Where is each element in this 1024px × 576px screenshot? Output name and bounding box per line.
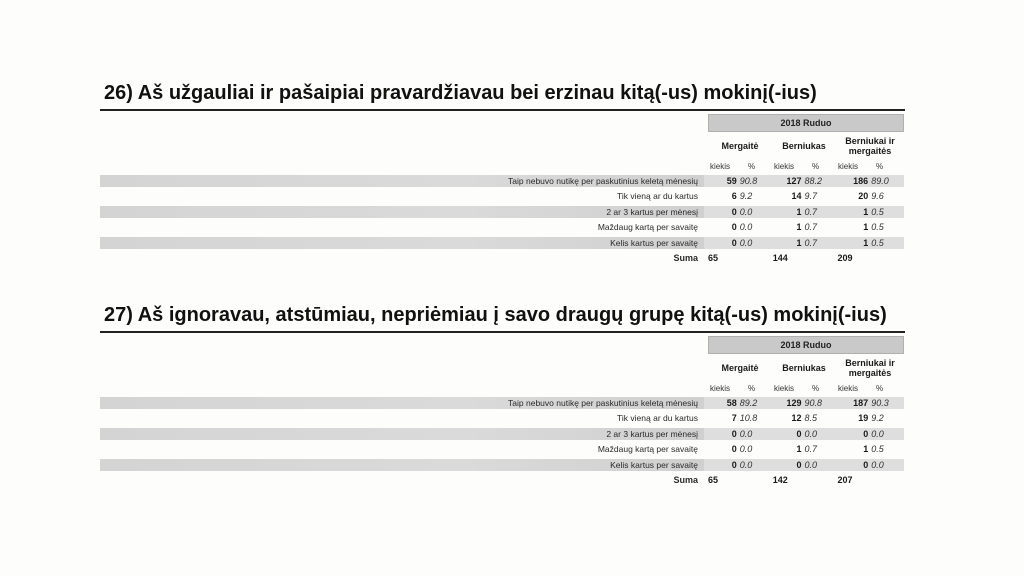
boys-sum-cell: 142: [772, 475, 788, 486]
group-headers: [708, 132, 904, 160]
table-row: [100, 395, 910, 411]
question-27-table: [100, 336, 910, 488]
group-header-girls: Mergaitė: [721, 141, 759, 151]
boys-count-cell: 0: [796, 428, 802, 439]
boys-count-cell: 14: [791, 191, 802, 202]
total-percent-cell: 90.3: [871, 397, 889, 408]
group-header-all: Berniukai ir mergaitės: [845, 358, 895, 378]
group-header-girls: Mergaitė: [721, 363, 759, 373]
girls-count-cell: 7: [731, 413, 737, 424]
table-row: [100, 235, 910, 251]
title-underline: [100, 331, 905, 333]
total-count-cell: 1: [863, 237, 869, 248]
period-header: 2018 Ruduo: [708, 114, 904, 132]
girls-count-cell: 0: [731, 459, 737, 470]
question-26-table: [100, 114, 910, 266]
row-values: [704, 237, 904, 249]
girls-sum-cell: 65: [708, 253, 719, 264]
boys-percent-cell: 0.0: [804, 428, 818, 439]
table-row: [100, 220, 910, 236]
sum-label: Suma: [673, 475, 698, 486]
table-row: [100, 457, 910, 473]
boys-percent-cell: 0.7: [804, 444, 818, 455]
total-percent-cell: 9.2: [871, 413, 884, 424]
row-label: Maždaug kartą per savaitę: [597, 444, 698, 455]
row-values: [704, 412, 904, 424]
subheader-count: kiekis: [774, 384, 795, 393]
group-headers: [708, 354, 904, 382]
subheader-count: kiekis: [710, 384, 731, 393]
subheader-percent: %: [748, 162, 756, 171]
subheader-count: kiekis: [838, 384, 859, 393]
table-rows: [100, 395, 910, 488]
girls-percent-cell: 89.2: [739, 397, 758, 408]
row-label: Tik vieną ar du kartus: [617, 191, 698, 202]
total-percent-cell: 0.5: [871, 206, 884, 217]
total-count-cell: 20: [858, 191, 869, 202]
boys-count-cell: 1: [796, 444, 802, 455]
table-row: [100, 411, 910, 427]
period-header: 2018 Ruduo: [708, 336, 904, 354]
table-rows: [100, 173, 910, 266]
question-27-title: 27) Aš ignoravau, atstūmiau, nepriėmiau į savo draugų grupę kitą(-us) mokinį(-ius): [104, 304, 887, 326]
girls-percent-cell: 0.0: [739, 222, 753, 233]
total-count-cell: 0: [863, 459, 869, 470]
boys-count-cell: 1: [796, 206, 802, 217]
total-percent-cell: 89.0: [871, 175, 889, 186]
total-count-cell: 1: [863, 206, 869, 217]
girls-percent-cell: 0.0: [739, 444, 753, 455]
girls-percent-cell: 0.0: [739, 459, 753, 470]
group-header-all: Berniukai ir mergaitės: [845, 136, 895, 156]
girls-count-cell: 0: [731, 428, 737, 439]
total-percent-cell: 9.6: [871, 191, 884, 202]
total-percent-cell: 0.5: [871, 444, 884, 455]
row-label: Maždaug kartą per savaitę: [597, 222, 698, 233]
row-label: Taip nebuvo nutikę per paskutinius keletą mėnesių: [100, 175, 704, 187]
sub-headers: [708, 382, 904, 395]
girls-count-cell: 59: [726, 175, 737, 186]
row-label: Kelis kartus per savaitę: [100, 459, 704, 471]
subheader-percent: %: [876, 384, 884, 393]
table-row: [100, 173, 910, 189]
boys-count-cell: 1: [796, 222, 802, 233]
girls-count-cell: 0: [731, 444, 737, 455]
boys-count-cell: 1: [796, 237, 802, 248]
total-percent-cell: 0.5: [871, 237, 884, 248]
total-count-cell: 1: [863, 444, 869, 455]
total-count-cell: 186: [853, 175, 869, 186]
row-label: Kelis kartus per savaitę: [100, 237, 704, 249]
sum-values: [704, 474, 904, 486]
table-row: [100, 426, 910, 442]
total-percent-cell: 0.0: [871, 459, 884, 470]
row-values: [704, 397, 904, 409]
question-27-section: [100, 304, 910, 488]
sum-row: [100, 473, 910, 489]
group-header-boys: Berniukas: [782, 141, 826, 151]
boys-percent-cell: 88.2: [804, 175, 823, 186]
boys-percent-cell: 0.7: [804, 206, 818, 217]
group-header-boys: Berniukas: [782, 363, 826, 373]
total-count-cell: 0: [863, 428, 869, 439]
table-row: [100, 204, 910, 220]
boys-percent-cell: 0.7: [804, 237, 818, 248]
total-percent-cell: 0.5: [871, 222, 884, 233]
row-values: [704, 190, 904, 202]
subheader-percent: %: [812, 384, 820, 393]
girls-count-cell: 0: [731, 222, 737, 233]
girls-count-cell: 0: [731, 206, 737, 217]
total-count-cell: 187: [853, 397, 869, 408]
row-values: [704, 428, 904, 440]
girls-percent-cell: 10.8: [739, 413, 758, 424]
girls-percent-cell: 0.0: [739, 237, 753, 248]
girls-percent-cell: 90.8: [739, 175, 758, 186]
boys-percent-cell: 0.0: [804, 459, 818, 470]
subheader-percent: %: [748, 384, 756, 393]
subheader-count: kiekis: [774, 162, 795, 171]
girls-count-cell: 58: [726, 397, 737, 408]
boys-count-cell: 127: [786, 175, 802, 186]
row-label: 2 ar 3 kartus per mėnesį: [100, 428, 704, 440]
row-label: 2 ar 3 kartus per mėnesį: [100, 206, 704, 218]
subheader-percent: %: [812, 162, 820, 171]
boys-count-cell: 129: [786, 397, 802, 408]
girls-count-cell: 6: [731, 191, 737, 202]
girls-count-cell: 0: [731, 237, 737, 248]
row-values: [704, 206, 904, 218]
sum-row: [100, 251, 910, 267]
boys-percent-cell: 90.8: [804, 397, 823, 408]
subheader-percent: %: [876, 162, 884, 171]
question-26-section: [100, 82, 910, 266]
boys-count-cell: 12: [791, 413, 802, 424]
girls-percent-cell: 0.0: [739, 206, 753, 217]
row-values: [704, 443, 904, 455]
total-sum-cell: 209: [837, 253, 853, 264]
girls-percent-cell: 9.2: [739, 191, 753, 202]
question-26-title: 26) Aš užgauliai ir pašaipiai pravardžiavau bei erzinau kitą(-us) mokinį(-ius): [104, 82, 817, 104]
subheader-count: kiekis: [710, 162, 731, 171]
total-sum-cell: 207: [837, 475, 853, 486]
total-count-cell: 1: [863, 222, 869, 233]
total-count-cell: 19: [858, 413, 869, 424]
table-row: [100, 442, 910, 458]
sum-values: [704, 252, 904, 264]
total-percent-cell: 0.0: [871, 428, 884, 439]
table-row: [100, 189, 910, 205]
row-label: Taip nebuvo nutikę per paskutinius keletą mėnesių: [100, 397, 704, 409]
girls-sum-cell: 65: [708, 475, 719, 486]
row-values: [704, 459, 904, 471]
boys-percent-cell: 9.7: [804, 191, 818, 202]
boys-percent-cell: 0.7: [804, 222, 818, 233]
boys-count-cell: 0: [796, 459, 802, 470]
sum-label: Suma: [673, 253, 698, 264]
sub-headers: [708, 160, 904, 173]
row-values: [704, 175, 904, 187]
girls-percent-cell: 0.0: [739, 428, 753, 439]
row-label: Tik vieną ar du kartus: [617, 413, 698, 424]
boys-percent-cell: 8.5: [804, 413, 818, 424]
boys-sum-cell: 144: [772, 253, 788, 264]
subheader-count: kiekis: [838, 162, 859, 171]
row-values: [704, 221, 904, 233]
title-underline: [100, 109, 905, 111]
